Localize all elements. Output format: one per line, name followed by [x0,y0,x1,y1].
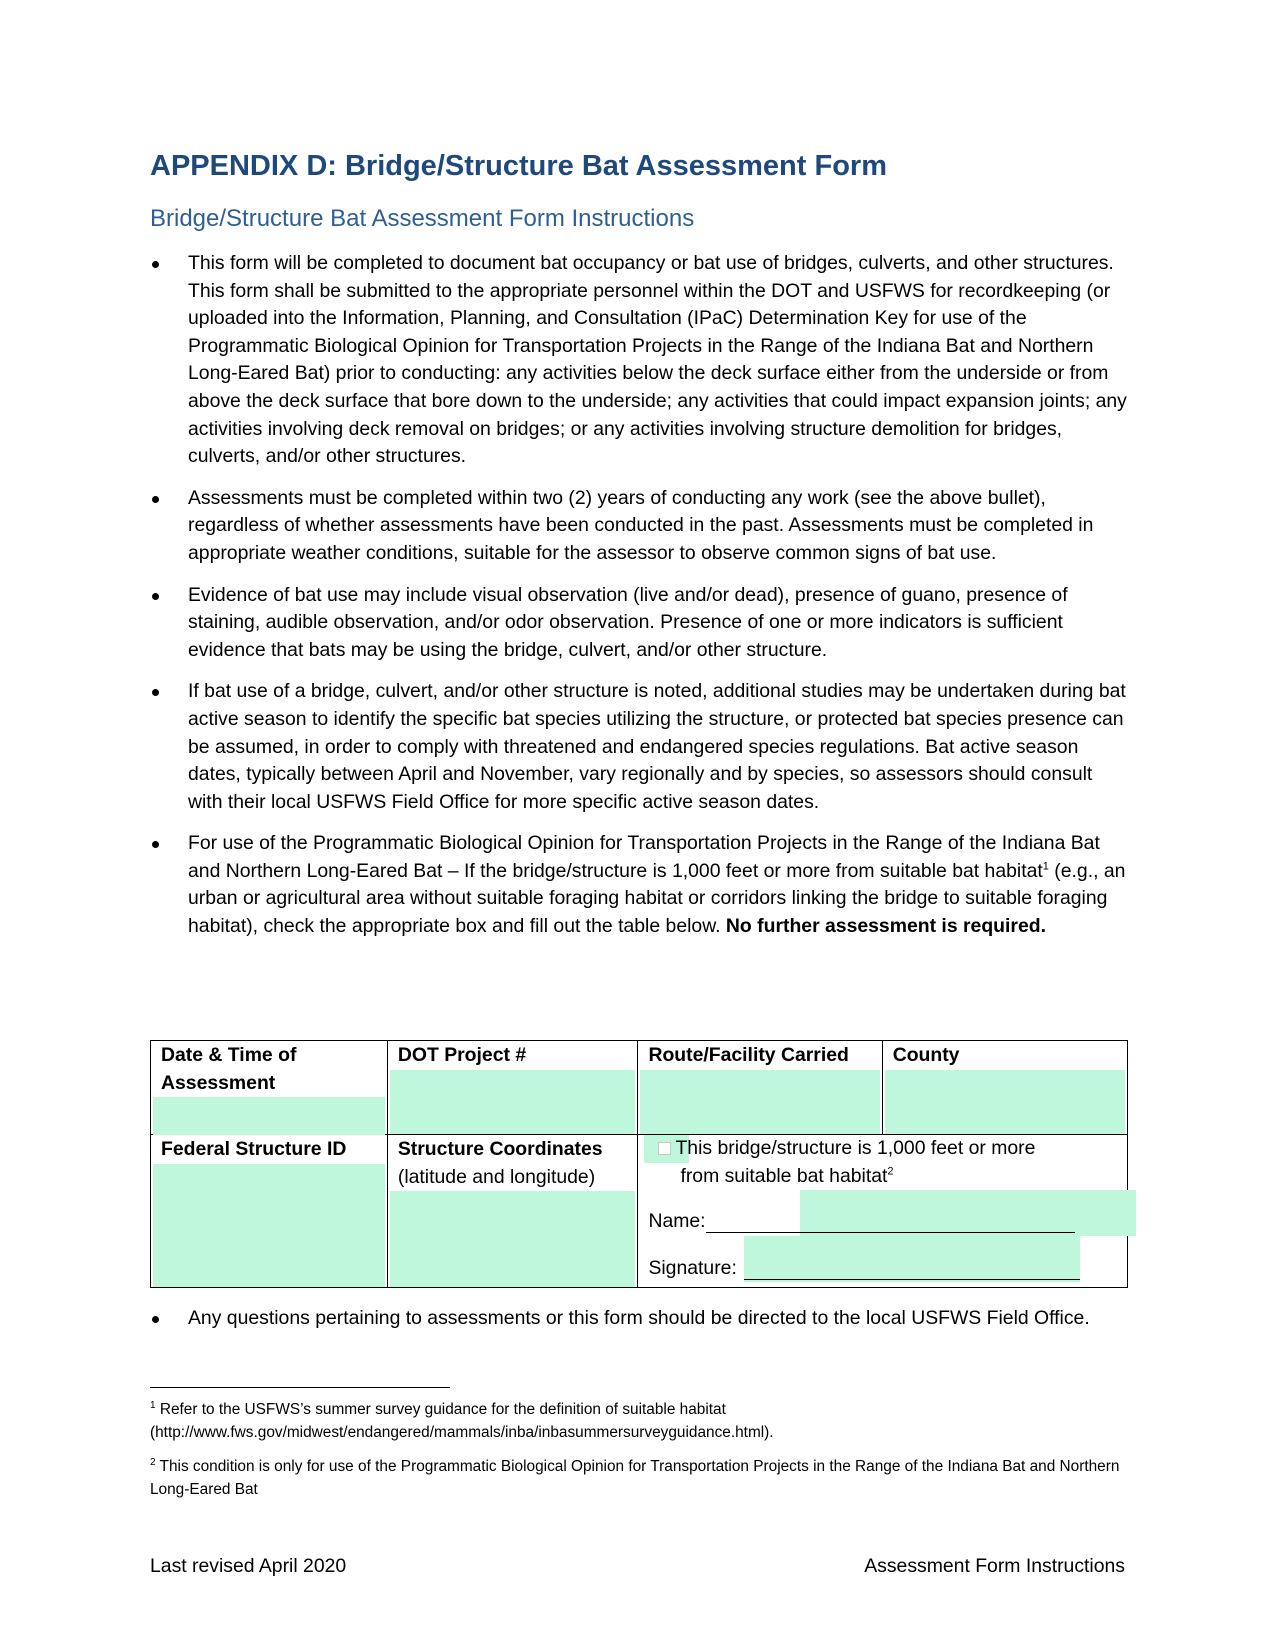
dot-project-field[interactable] [390,1070,636,1134]
footer-revision: Last revised April 2020 [150,1555,347,1577]
list-item: Assessments must be completed within two (2) years of conducting any work (see the above bullet), regardless of whether assessments have been conducted in the past. Assessments must be completed in appropriate weather conditions, suitable for the assessor to observe common signs of bat use. [150,485,1130,568]
instructions-list [150,250,1130,955]
footer-section: Assessment Form Instructions [864,1555,1125,1577]
footnote-2: $^2$ This condition is only for use of the Programmatic Biological Opinion for Transportation Projects in the Range of the Indiana Bat and Northern Long-Eared Bat [150,1456,1120,1498]
federal-id-field[interactable] [153,1164,385,1287]
bullet-icon [152,593,159,600]
no-further-assessment-note: No further assessment is required. [725,915,1046,938]
county-label: County [892,1044,960,1066]
footnote-ref: 1 [1042,860,1049,873]
bullet-icon [152,496,159,503]
date-time-cell [151,1041,388,1135]
habitat-checkbox[interactable] [658,1142,671,1155]
route-label: Route/Facility Carried [648,1044,849,1066]
assessment-table [150,1040,1128,1288]
federal-id-label: Federal Structure ID [161,1138,347,1160]
habitat-checkbox-row [638,1135,1127,1163]
name-label: Name: [648,1210,706,1233]
bullet-icon [152,841,159,848]
habitat-cell [638,1135,1128,1288]
bullet-icon [152,261,159,268]
footnote-divider [150,1387,450,1388]
county-field[interactable] [885,1070,1125,1134]
closing-list [150,1305,1130,1347]
signature-row [638,1236,1127,1282]
county-cell [882,1041,1127,1135]
bullet-icon [152,689,159,696]
list-item: If bat use of a bridge, culvert, and/or other structure is noted, additional studies may be undertaken during bat active season to identify the specific bat species utilizing the structure, or protected bat species presence can be assumed, in order to comply with threatened and endangered species regulations. Bat active season dates, typically between April and November, vary regionally and by species, so assessors should consult with their local USFWS Field Office for more specific active season dates. [150,678,1130,816]
page-subtitle: Bridge/Structure Bat Assessment Form Instructions [150,205,695,232]
signature-field[interactable] [744,1257,1080,1280]
coords-label: Structure Coordinates [397,1138,603,1160]
coords-sublabel: (latitude and longitude) [397,1165,596,1188]
habitat-checkbox-label-line2: from suitable bat habitat$^2$ [680,1164,894,1187]
coords-field[interactable] [390,1191,636,1287]
route-cell [638,1041,882,1135]
dot-project-cell [387,1041,638,1135]
coords-cell [387,1135,638,1288]
federal-id-cell [151,1135,388,1288]
dot-project-label: DOT Project # [397,1044,527,1066]
bullet-icon [152,1316,159,1323]
table-row [151,1135,1128,1288]
table-row [151,1041,1128,1135]
list-item: Any questions pertaining to assessments or this form should be directed to the local USFWS Field Office. [150,1305,1130,1333]
date-time-label: Date & Time of Assessment [161,1044,297,1094]
list-item: This form will be completed to document bat occupancy or bat use of bridges, culverts, and other structures. This form shall be submitted to the appropriate personnel within the DOT and USFWS for recordkeeping (or uploaded into the Information, Planning, and Consultation (IPaC) Determination Key for use of the Programmatic Biological Opinion for Transportation Projects in the Range of the Indiana Bat and Northern Long-Eared Bat) prior to conducting: any activities below the deck surface either from the underside or from above the deck surface that bore down to the underside; any activities that could impact expansion joints; any activities involving deck removal on bridges; or any activities involving structure demolition for bridges, culverts, and/or other structures. [150,250,1130,471]
name-field[interactable] [706,1210,1075,1233]
list-item: For use of the Programmatic Biological Opinion for Transportation Projects in the Range of the Indiana Bat and Northern Long-Eared Bat – If the bridge/structure is 1,000 feet or more from suitable bat habitat$^1$ (e.g., an urban or agricultural area without suitable foraging habitat or corridors linking the bridge to suitable foraging habitat), check the appropriate box and fill out the table below. No further assessment is required. [150,830,1130,940]
name-row [638,1190,1127,1236]
page-title: APPENDIX D: Bridge/Structure Bat Assessment Form [150,150,887,182]
date-time-field[interactable] [153,1097,385,1135]
footnote-1: $^1$ Refer to the USFWS’s summer survey guidance for the definition of suitable habitat (http://www.fws.gov/midwest/endangered/mammals/inba/inbasummersurveyguidance.html). [150,1399,774,1441]
habitat-checkbox-label: This bridge/structure is 1,000 feet or more [675,1137,1036,1159]
footnote-ref: 2 [887,1165,894,1178]
route-field[interactable] [640,1070,879,1134]
signature-label: Signature: [648,1257,737,1280]
list-item: Evidence of bat use may include visual observation (live and/or dead), presence of guano, presence of staining, audible observation, and/or odor observation. Presence of one or more indicators is sufficient evidence that bats may be using the bridge, culvert, and/or other structure. [150,582,1130,665]
